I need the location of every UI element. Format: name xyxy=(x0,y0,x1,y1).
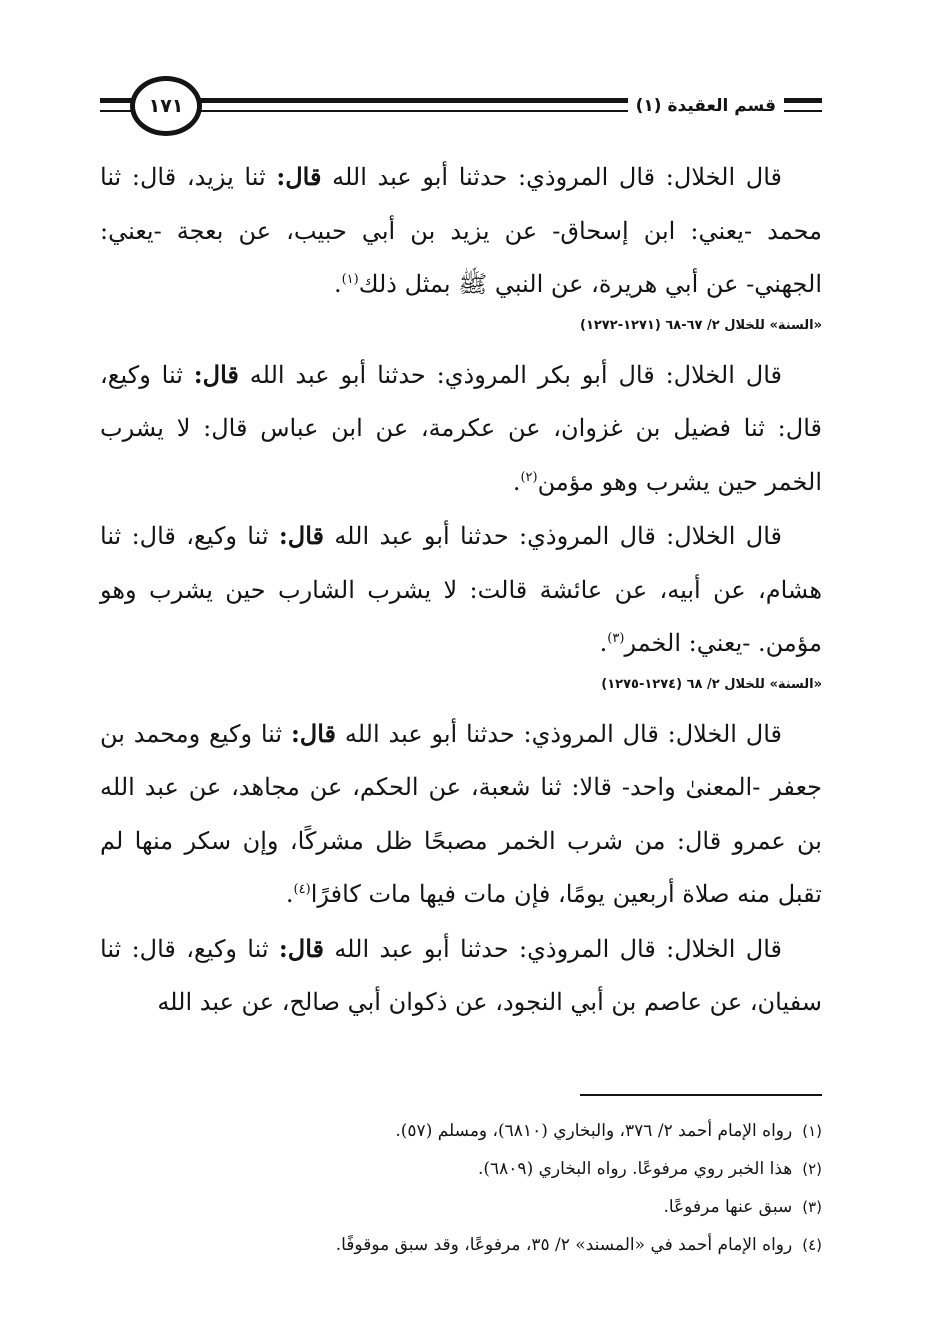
footnote-1: (١) رواه الإمام أحمد ٢/ ٣٧٦، والبخاري (٦٨١٠)، ومسلم (٥٧). xyxy=(395,1121,822,1141)
paragraph-1: قال الخلال: قال المروذي: حدثنا أبو عبد الله قال: ثنا يزيد، قال: ثنا محمد -يعني: ابن إسحاق- عن يزيد بن أبي حبيب، عن بعجة -يعني: الجهني- عن أبي هريرة، عن النبي ﷺ بمثل ذلك$^{(١)}$. xyxy=(100,162,822,298)
footnote-3: (٣) سبق عنها مرفوعًا. xyxy=(663,1197,822,1217)
main-text xyxy=(100,150,822,1030)
paragraph-5: قال الخلال: قال المروذي: حدثنا أبو عبد الله قال: ثنا وكيع، قال: ثنا سفيان، عن عاصم بن أبي النجود، عن ذكوان أبي صالح، عن عبد الله xyxy=(100,933,822,1016)
paragraph-4: قال الخلال: قال المروذي: حدثنا أبو عبد الله قال: ثنا وكيع ومحمد بن جعفر -المعنىٰ واحد- قالا: ثنا شعبة، عن الحكم، عن مجاهد، عن عبد الله بن عمرو قال: من شرب الخمر مصبحًا ظل مشركًا، وإن سكر منها لم تقبل منه صلاة أربعين يومًا، فإن مات فيها مات كافرًا$^{(٤)}$. xyxy=(100,718,822,908)
paragraph-2: قال الخلال: قال أبو بكر المروذي: حدثنا أبو عبد الله قال: ثنا وكيع، قال: ثنا فضيل بن غزوان، عن عكرمة، عن ابن عباس قال: لا يشرب الخمر حين يشرب وهو مؤمن$^{(٢)}$. xyxy=(100,359,822,496)
header-dash-mark xyxy=(792,98,822,103)
footnotes xyxy=(100,1112,822,1264)
footnote-2: (٢) هذا الخبر روي مرفوعًا. رواه البخاري (٦٨٠٩). xyxy=(477,1159,822,1179)
footnote-ref-2: (٢) xyxy=(520,469,538,485)
section-title: قسم العقيدة (١) xyxy=(628,96,784,116)
footnote-4: (٤) رواه الإمام أحمد في «المسند» ٢/ ٣٥، مرفوعًا، وقد سبق موقوفًا. xyxy=(335,1235,822,1255)
paragraph-3: قال الخلال: قال المروذي: حدثنا أبو عبد الله قال: ثنا وكيع، قال: ثنا هشام، عن أبيه، عن عائشة قالت: لا يشرب الشارب حين يشرب وهو مؤمن. -يعني: الخمر$^{(٣)}$. xyxy=(100,521,822,657)
page-header xyxy=(100,74,822,146)
footnote-separator xyxy=(580,1094,822,1096)
source-citation-2: «السنة» للخلال ٢/ ٦٨ (١٢٧٤-١٢٧٥) xyxy=(601,676,822,692)
footnote-ref-4: (٤) xyxy=(293,882,311,897)
footnote-ref-1: (١) xyxy=(341,272,359,287)
source-citation-1: «السنة» للخلال ٢/ ٦٧-٦٨ (١٢٧١-١٢٧٢) xyxy=(579,317,822,333)
footnote-ref-3: (٣) xyxy=(607,631,625,646)
page-number: ١٧١ xyxy=(130,76,202,136)
